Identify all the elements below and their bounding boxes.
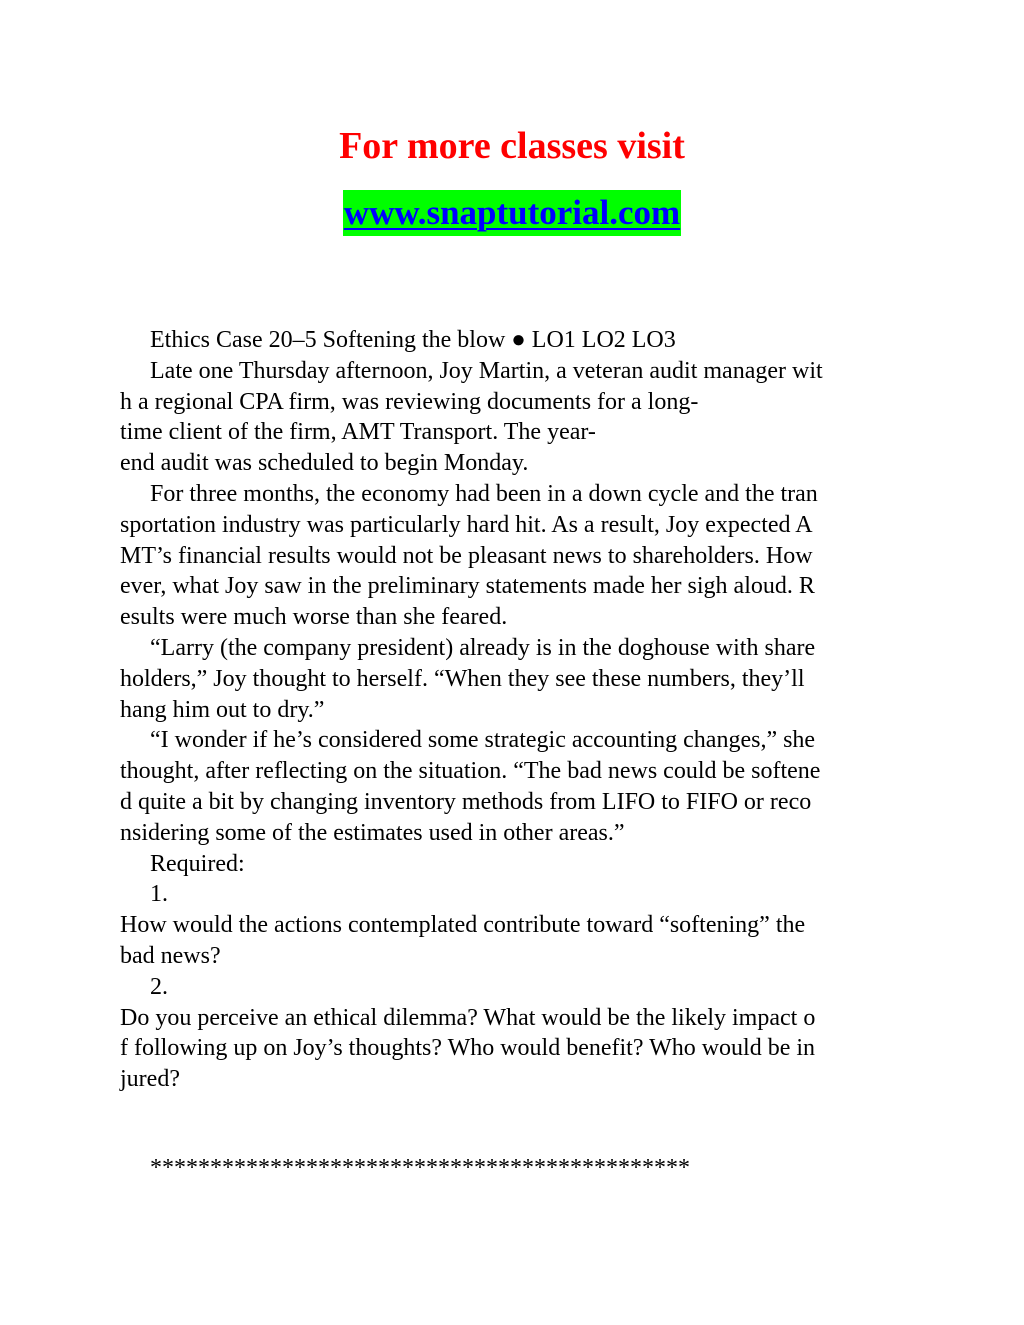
question-line: f following up on Joy’s thoughts? Who would benefit? Who would be in	[120, 1035, 816, 1062]
question-number: 2.	[150, 973, 168, 1000]
paragraph-line: h a regional CPA firm, was reviewing documents for a long-	[120, 388, 699, 415]
paragraph-line: MT’s financial results would not be pleasant news to shareholders. How	[120, 542, 813, 569]
question-line: Do you perceive an ethical dilemma? What would be the likely impact o	[120, 1004, 816, 1031]
separator-asterisks: *********************************************	[150, 1155, 690, 1181]
case-heading: Ethics Case 20–5 Softening the blow ● LO1 LO2 LO3	[150, 327, 676, 353]
question-line: jured?	[120, 1066, 180, 1093]
header-link-container	[0, 190, 1024, 236]
paragraph-line: ever, what Joy saw in the preliminary statements made her sigh aloud. R	[120, 573, 815, 600]
paragraph-line: “Larry (the company president) already is in the doghouse with share	[150, 634, 816, 661]
paragraph-line: esults were much worse than she feared.	[120, 604, 508, 631]
paragraph-line: end audit was scheduled to begin Monday.	[120, 450, 529, 477]
snaptutorial-link[interactable]: www.snaptutorial.com	[343, 190, 681, 236]
paragraph-line: d quite a bit by changing inventory methods from LIFO to FIFO or reco	[120, 788, 812, 815]
paragraph-line: “I wonder if he’s considered some strategic accounting changes,” she	[150, 727, 816, 754]
question-number: 1.	[150, 881, 168, 908]
case-text	[120, 325, 910, 1095]
question-line: How would the actions contemplated contribute toward “softening” the	[120, 912, 806, 939]
paragraph-line: hang him out to dry.”	[120, 696, 325, 723]
required-label: Required:	[150, 850, 245, 877]
question-line: bad news?	[120, 942, 221, 969]
paragraph-line: Late one Thursday afternoon, Joy Martin, a veteran audit manager wit	[150, 357, 823, 384]
header-title: For more classes visit	[339, 125, 685, 167]
paragraph-line: holders,” Joy thought to herself. “When they see these numbers, they’ll	[120, 665, 805, 692]
paragraph-line: time client of the firm, AMT Transport. The year-	[120, 419, 596, 446]
paragraph-line: thought, after reflecting on the situation. “The bad news could be softene	[120, 758, 821, 785]
paragraph-line: nsidering some of the estimates used in other areas.”	[120, 819, 625, 846]
paragraph-line: For three months, the economy had been in a down cycle and the tran	[150, 480, 818, 507]
paragraph-line: sportation industry was particularly hard hit. As a result, Joy expected A	[120, 511, 813, 538]
